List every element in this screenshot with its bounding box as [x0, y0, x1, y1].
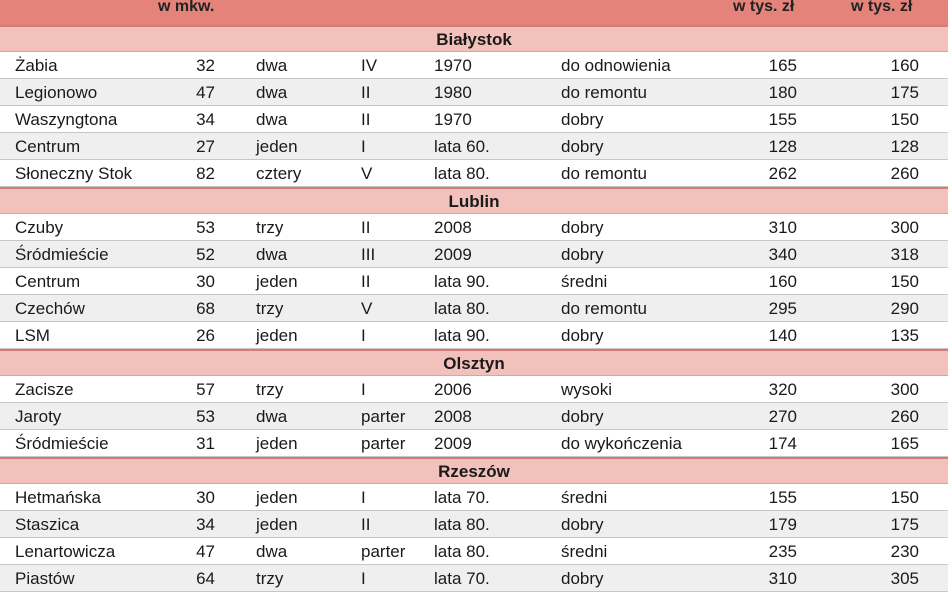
condition-cell: średni — [561, 542, 608, 561]
district-cell: Czuby — [15, 218, 64, 237]
area-cell: 30 — [196, 488, 215, 507]
rooms-cell: cztery — [256, 164, 302, 183]
city-name: Olsztyn — [443, 354, 505, 373]
year-cell: 1970 — [434, 110, 472, 129]
year-cell: 1980 — [434, 83, 472, 102]
floor-cell: parter — [361, 407, 406, 426]
rooms-cell: trzy — [256, 569, 284, 588]
price-offer-cell: 270 — [768, 407, 797, 426]
header-price1-label: w tys. zł — [733, 0, 795, 15]
price-transaction-cell: 150 — [890, 488, 919, 507]
area-cell: 53 — [196, 218, 215, 237]
district-cell: Lenartowicza — [15, 542, 116, 561]
year-cell: 1970 — [434, 56, 472, 75]
price-transaction-cell: 305 — [890, 569, 919, 588]
price-offer-cell: 165 — [768, 56, 797, 75]
year-cell: 2008 — [434, 218, 472, 237]
district-cell: Jaroty — [15, 407, 62, 426]
area-cell: 57 — [196, 380, 215, 399]
table-row — [0, 511, 948, 538]
floor-cell: II — [361, 83, 371, 102]
city-name: Lublin — [448, 192, 500, 211]
year-cell: 2009 — [434, 245, 472, 264]
district-cell: Centrum — [15, 272, 81, 291]
price-offer-cell: 155 — [768, 488, 797, 507]
price-transaction-cell: 300 — [890, 380, 919, 399]
price-transaction-cell: 300 — [890, 218, 919, 237]
area-cell: 47 — [196, 542, 215, 561]
condition-cell: do wykończenia — [561, 434, 682, 453]
floor-cell: I — [361, 569, 366, 588]
condition-cell: do remontu — [561, 164, 647, 183]
price-transaction-cell: 290 — [890, 299, 919, 318]
area-cell: 68 — [196, 299, 215, 318]
price-transaction-cell: 165 — [890, 434, 919, 453]
price-transaction-cell: 260 — [890, 164, 919, 183]
year-cell: lata 90. — [434, 272, 490, 291]
district-cell: Śródmieście — [15, 245, 109, 264]
area-cell: 82 — [196, 164, 215, 183]
price-offer-cell: 310 — [768, 569, 797, 588]
district-cell: LSM — [15, 326, 50, 345]
rooms-cell: dwa — [256, 110, 288, 129]
table-row — [0, 430, 948, 457]
district-cell: Staszica — [15, 515, 80, 534]
district-cell: Śródmieście — [15, 434, 109, 453]
condition-cell: do remontu — [561, 299, 647, 318]
rooms-cell: jeden — [256, 515, 298, 534]
condition-cell: dobry — [561, 110, 604, 129]
price-offer-cell: 340 — [768, 245, 797, 264]
apartments-table — [0, 25, 948, 592]
price-transaction-cell: 230 — [890, 542, 919, 561]
condition-cell: dobry — [561, 245, 604, 264]
city-name: Rzeszów — [438, 462, 510, 481]
floor-cell: I — [361, 488, 366, 507]
year-cell: 2009 — [434, 434, 472, 453]
city-section-header — [0, 187, 948, 214]
area-cell: 47 — [196, 83, 215, 102]
price-offer-cell: 179 — [768, 515, 797, 534]
price-offer-cell: 310 — [768, 218, 797, 237]
floor-cell: III — [361, 245, 376, 264]
rooms-cell: jeden — [256, 137, 298, 156]
table-row — [0, 565, 948, 592]
table-row — [0, 484, 948, 511]
year-cell: lata 60. — [434, 137, 490, 156]
rooms-cell: dwa — [256, 542, 288, 561]
price-transaction-cell: 128 — [890, 137, 919, 156]
district-cell: Słoneczny Stok — [15, 164, 133, 183]
price-transaction-cell: 135 — [890, 326, 919, 345]
rooms-cell: dwa — [256, 83, 288, 102]
district-cell: Legionowo — [15, 83, 98, 102]
rooms-cell: jeden — [256, 434, 298, 453]
condition-cell: dobry — [561, 137, 604, 156]
year-cell: lata 80. — [434, 542, 490, 561]
city-section-header — [0, 349, 948, 376]
price-transaction-cell: 318 — [890, 245, 919, 264]
area-cell: 32 — [196, 56, 215, 75]
condition-cell: dobry — [561, 407, 604, 426]
price-transaction-cell: 260 — [890, 407, 919, 426]
rooms-cell: dwa — [256, 245, 288, 264]
floor-cell: V — [361, 164, 373, 183]
rooms-cell: dwa — [256, 56, 288, 75]
table-row — [0, 52, 948, 79]
rooms-cell: trzy — [256, 218, 284, 237]
price-offer-cell: 128 — [768, 137, 797, 156]
condition-cell: średni — [561, 272, 608, 291]
table-row — [0, 538, 948, 565]
price-transaction-cell: 150 — [890, 110, 919, 129]
table-row — [0, 268, 948, 295]
district-cell: Zacisze — [15, 380, 74, 399]
district-cell: Waszyngtona — [15, 110, 118, 129]
table-row — [0, 241, 948, 268]
district-cell: Piastów — [15, 569, 75, 588]
rooms-cell: jeden — [256, 488, 298, 507]
floor-cell: II — [361, 218, 371, 237]
year-cell: lata 70. — [434, 488, 490, 507]
price-transaction-cell: 175 — [890, 515, 919, 534]
price-offer-cell: 160 — [768, 272, 797, 291]
area-cell: 31 — [196, 434, 215, 453]
floor-cell: parter — [361, 542, 406, 561]
year-cell: lata 90. — [434, 326, 490, 345]
floor-cell: II — [361, 515, 371, 534]
rooms-cell: jeden — [256, 272, 298, 291]
table-row — [0, 214, 948, 241]
table-row — [0, 133, 948, 160]
condition-cell: dobry — [561, 218, 604, 237]
area-cell: 64 — [196, 569, 215, 588]
district-cell: Hetmańska — [15, 488, 101, 507]
price-offer-cell: 140 — [768, 326, 797, 345]
table-row — [0, 79, 948, 106]
area-cell: 30 — [196, 272, 215, 291]
condition-cell: dobry — [561, 515, 604, 534]
condition-cell: średni — [561, 488, 608, 507]
floor-cell: I — [361, 380, 366, 399]
year-cell: 2006 — [434, 380, 472, 399]
price-offer-cell: 295 — [768, 299, 797, 318]
condition-cell: dobry — [561, 569, 604, 588]
district-cell: Żabia — [15, 56, 58, 75]
table-row — [0, 376, 948, 403]
price-transaction-cell: 175 — [890, 83, 919, 102]
floor-cell: V — [361, 299, 373, 318]
area-cell: 26 — [196, 326, 215, 345]
district-cell: Centrum — [15, 137, 81, 156]
rooms-cell: trzy — [256, 299, 284, 318]
floor-cell: parter — [361, 434, 406, 453]
price-offer-cell: 262 — [768, 164, 797, 183]
price-offer-cell: 235 — [768, 542, 797, 561]
price-transaction-cell: 150 — [890, 272, 919, 291]
price-offer-cell: 155 — [768, 110, 797, 129]
year-cell: 2008 — [434, 407, 472, 426]
condition-cell: do odnowienia — [561, 56, 671, 75]
floor-cell: II — [361, 110, 371, 129]
price-offer-cell: 320 — [768, 380, 797, 399]
table-row — [0, 403, 948, 430]
header-price2-label: w tys. zł — [851, 0, 913, 15]
price-transaction-cell: 160 — [890, 56, 919, 75]
floor-cell: IV — [361, 56, 378, 75]
table-row — [0, 106, 948, 133]
floor-cell: I — [361, 137, 366, 156]
area-cell: 34 — [196, 515, 215, 534]
floor-cell: I — [361, 326, 366, 345]
rooms-cell: dwa — [256, 407, 288, 426]
table-row — [0, 160, 948, 187]
price-offer-cell: 174 — [768, 434, 797, 453]
table-row — [0, 295, 948, 322]
rooms-cell: jeden — [256, 326, 298, 345]
year-cell: lata 80. — [434, 164, 490, 183]
rooms-cell: trzy — [256, 380, 284, 399]
header-area-label: w mkw. — [158, 0, 215, 15]
condition-cell: dobry — [561, 326, 604, 345]
table-header — [0, 0, 948, 25]
district-cell: Czechów — [15, 299, 85, 318]
city-name: Białystok — [436, 30, 512, 49]
condition-cell: do remontu — [561, 83, 647, 102]
price-offer-cell: 180 — [768, 83, 797, 102]
area-cell: 27 — [196, 137, 215, 156]
floor-cell: II — [361, 272, 371, 291]
area-cell: 52 — [196, 245, 215, 264]
year-cell: lata 80. — [434, 515, 490, 534]
year-cell: lata 70. — [434, 569, 490, 588]
area-cell: 53 — [196, 407, 215, 426]
condition-cell: wysoki — [561, 380, 613, 399]
year-cell: lata 80. — [434, 299, 490, 318]
city-section-header — [0, 25, 948, 52]
city-section-header — [0, 457, 948, 484]
table-row — [0, 322, 948, 349]
area-cell: 34 — [196, 110, 215, 129]
